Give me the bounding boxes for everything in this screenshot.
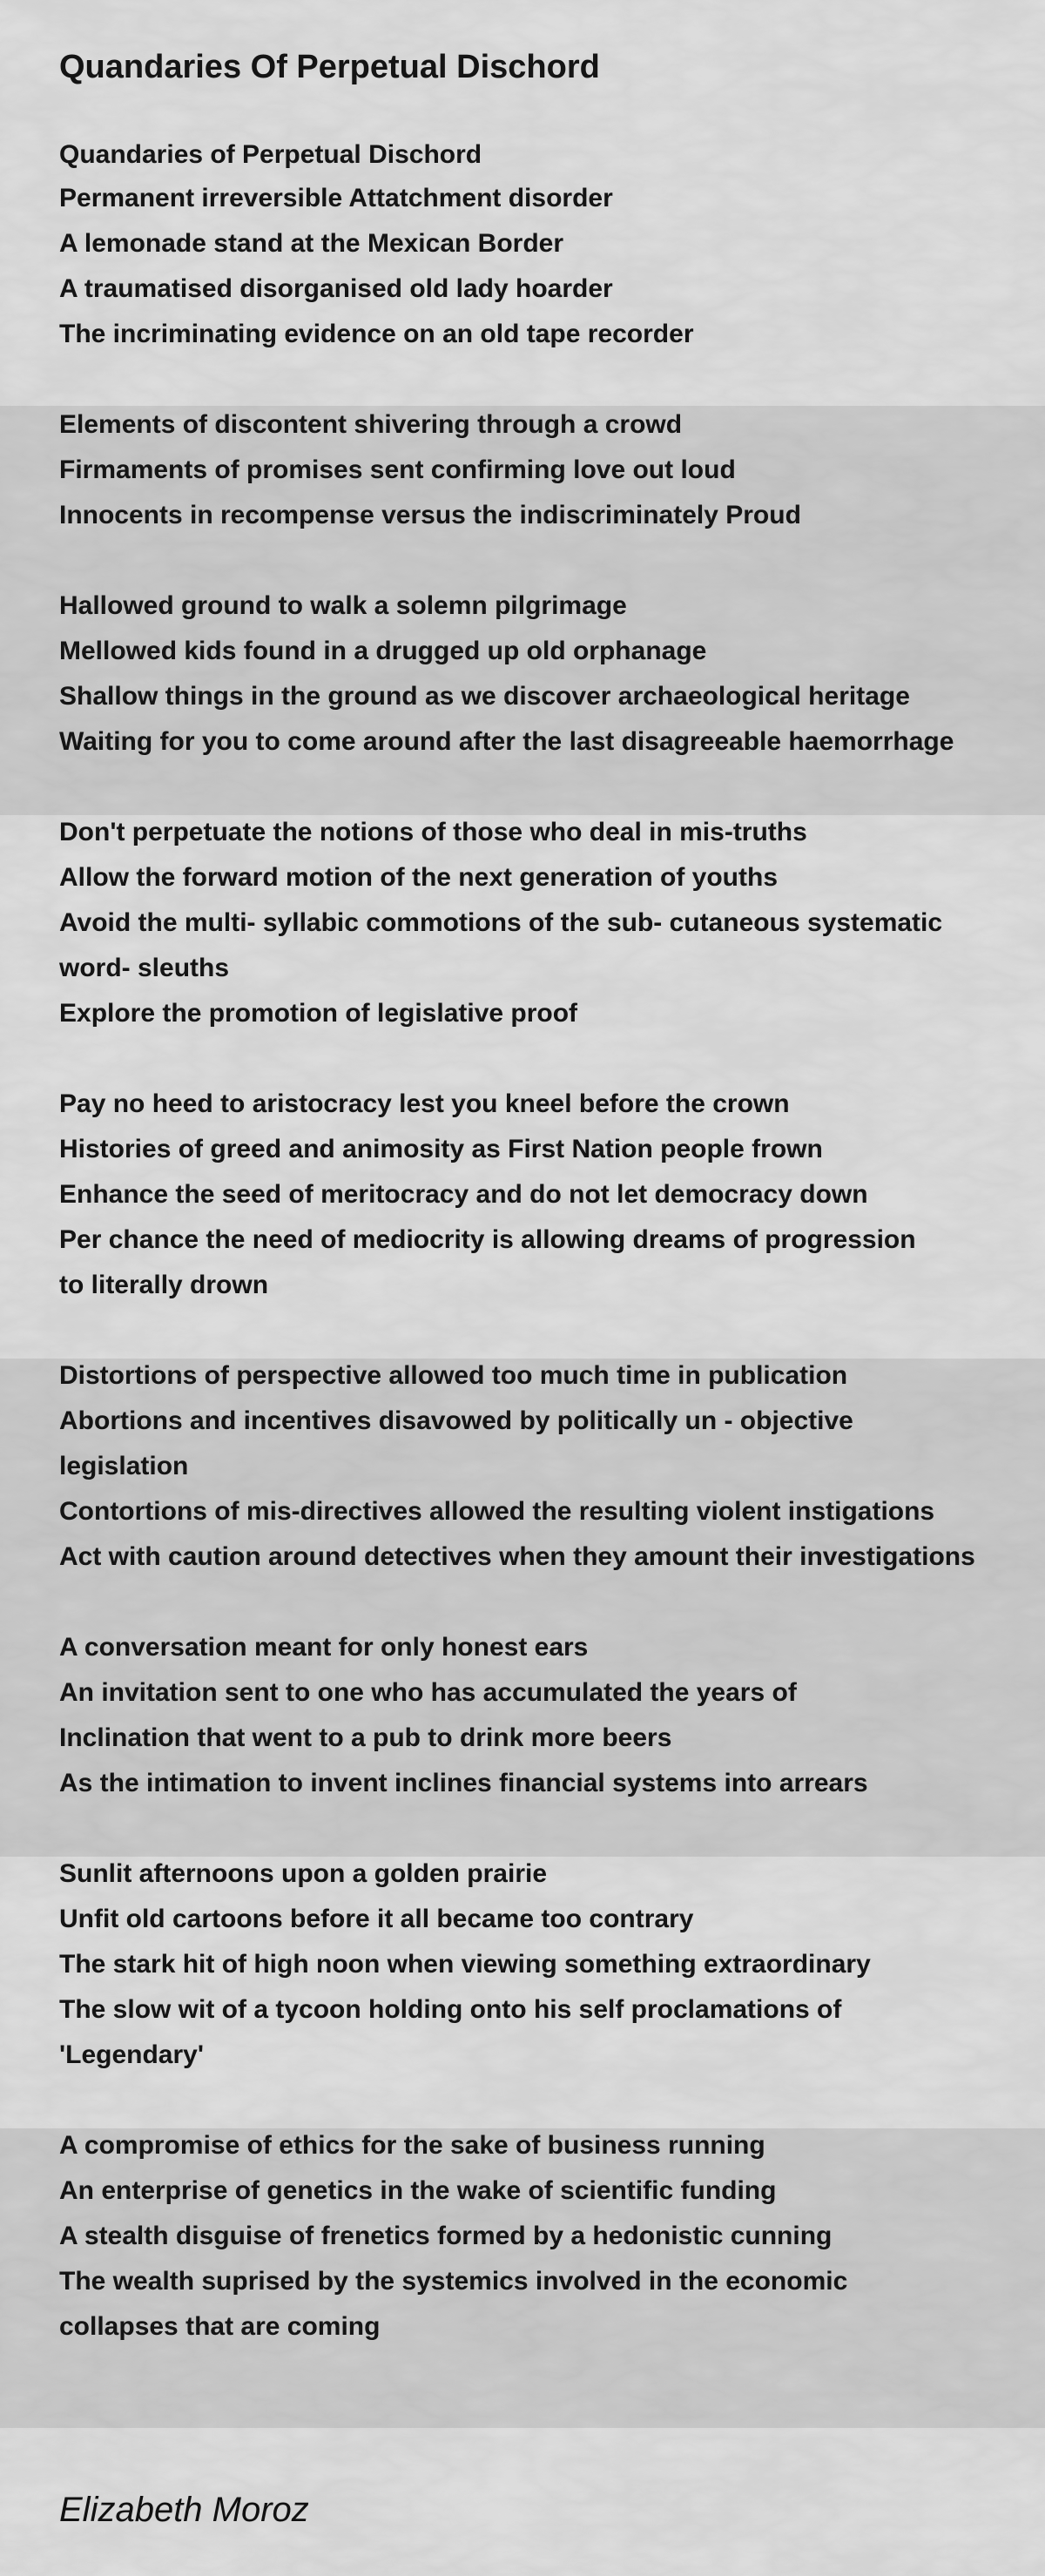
poem-title: Quandaries Of Perpetual Dischord <box>59 49 600 85</box>
poem-line: An invitation sent to one who has accumulated the years of <box>59 1678 797 1707</box>
stanza-gap <box>59 1036 1035 1082</box>
poem <box>59 44 1035 2350</box>
stanza-gap <box>59 357 1035 402</box>
stanza <box>59 2123 1035 2350</box>
poem-line: The incriminating evidence on an old tape recorder <box>59 320 694 348</box>
poem-line: Enhance the seed of meritocracy and do not let democracy down <box>59 1180 868 1209</box>
stanza <box>59 810 1035 1036</box>
poem-line: Avoid the multi- syllabic commotions of the sub- cutaneous systematic <box>59 908 943 937</box>
poem-line: The wealth suprised by the systemics involved in the economic <box>59 2267 848 2296</box>
poem-line: Explore the promotion of legislative proof <box>59 999 578 1028</box>
stanza-gap <box>59 765 1035 810</box>
poem-line: As the intimation to invent inclines financial systems into arrears <box>59 1769 868 1797</box>
stanza-gap <box>59 1580 1035 1625</box>
poem-line: to literally drown <box>59 1271 269 1299</box>
poem-subtitle: Quandaries of Perpetual Dischord <box>59 140 482 169</box>
stanza <box>59 1353 1035 1580</box>
poem-line: Distortions of perspective allowed too much time in publication <box>59 1361 848 1390</box>
poem-line: Elements of discontent shivering through a crowd <box>59 410 683 439</box>
stanza-gap <box>59 1806 1035 1851</box>
poem-line: A lemonade stand at the Mexican Border <box>59 229 564 258</box>
stanza <box>59 583 1035 765</box>
poem-line: Inclination that went to a pub to drink more beers <box>59 1723 672 1752</box>
stanza-gap <box>59 2078 1035 2123</box>
stanza-gap <box>59 1308 1035 1353</box>
poem-line: word- sleuths <box>59 954 230 982</box>
poem-line: Unfit old cartoons before it all became too contrary <box>59 1905 694 1933</box>
stanza <box>59 402 1035 538</box>
stanza-gap <box>59 538 1035 583</box>
poem-line: A stealth disguise of frenetics formed by a hedonistic cunning <box>59 2222 833 2250</box>
author-signature: Elizabeth Moroz <box>59 2491 309 2529</box>
poem-line: A conversation meant for only honest ears <box>59 1633 589 1662</box>
stanza <box>59 1082 1035 1308</box>
poem-line: Shallow things in the ground as we discover archaeological heritage <box>59 682 910 711</box>
poem-line: 'Legendary' <box>59 2040 204 2069</box>
poem-line: Histories of greed and animosity as First Nation people frown <box>59 1135 823 1163</box>
poem-line: Abortions and incentives disavowed by politically un - objective <box>59 1406 853 1435</box>
poem-body <box>59 176 1035 2350</box>
stanza <box>59 1625 1035 1806</box>
poem-line: Pay no heed to aristocracy lest you kneel before the crown <box>59 1089 790 1118</box>
poem-line: A traumatised disorganised old lady hoarder <box>59 274 613 303</box>
poem-line: Act with caution around detectives when they amount their investigations <box>59 1542 975 1571</box>
poem-line: A compromise of ethics for the sake of business running <box>59 2131 765 2160</box>
poem-line: Waiting for you to come around after the last disagreeable haemorrhage <box>59 727 954 756</box>
poem-line: Sunlit afternoons upon a golden prairie <box>59 1859 548 1888</box>
poem-line: The slow wit of a tycoon holding onto his self proclamations of <box>59 1995 842 2024</box>
poem-line: Permanent irreversible Attatchment disorder <box>59 184 613 212</box>
poem-line: Don't perpetuate the notions of those who deal in mis-truths <box>59 818 807 846</box>
stanza <box>59 1851 1035 2078</box>
poem-line: Contortions of mis-directives allowed the resulting violent instigations <box>59 1497 935 1526</box>
stanza <box>59 176 1035 357</box>
poem-line: The stark hit of high noon when viewing something extraordinary <box>59 1950 871 1979</box>
poem-line: Per chance the need of mediocrity is allowing dreams of progression <box>59 1225 916 1254</box>
poem-line: Mellowed kids found in a drugged up old orphanage <box>59 637 707 665</box>
poem-line: Allow the forward motion of the next generation of youths <box>59 863 778 892</box>
poem-line: An enterprise of genetics in the wake of scientific funding <box>59 2176 777 2205</box>
poem-line: legislation <box>59 1452 189 1480</box>
poem-line: Innocents in recompense versus the indiscriminately Proud <box>59 501 801 529</box>
poem-line: collapses that are coming <box>59 2312 381 2341</box>
poem-line: Hallowed ground to walk a solemn pilgrimage <box>59 591 627 620</box>
poem-line: Firmaments of promises sent confirming love out loud <box>59 455 736 484</box>
